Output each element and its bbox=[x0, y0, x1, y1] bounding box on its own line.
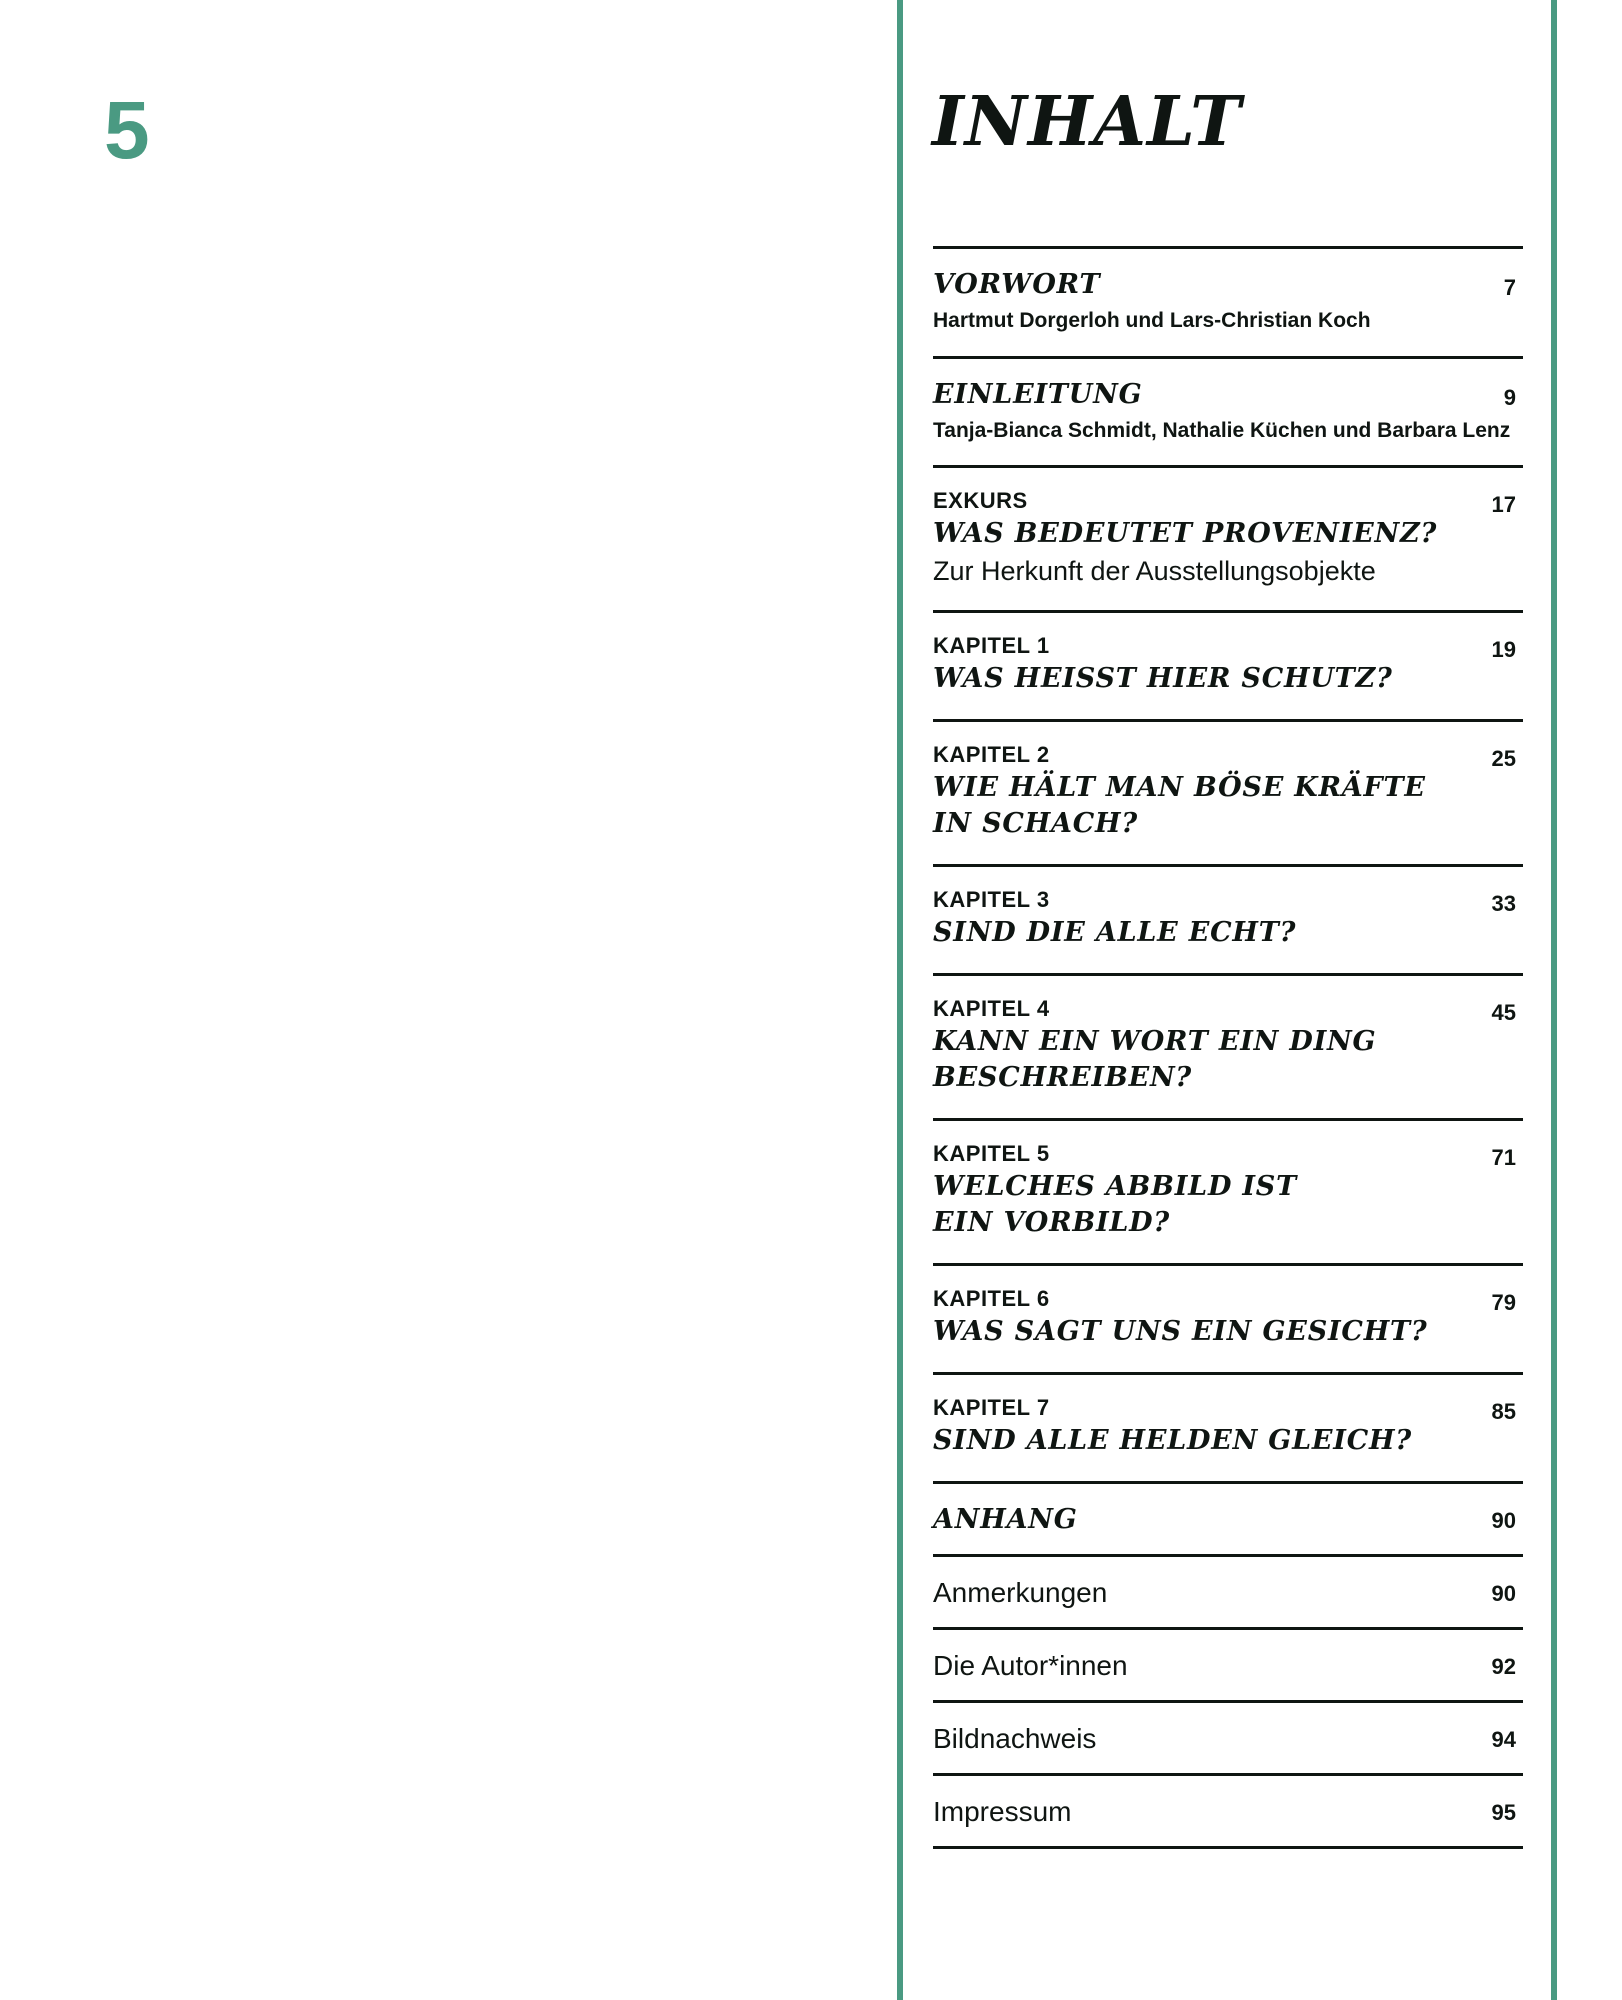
toc-entry-impressum[interactable] bbox=[933, 1776, 1523, 1849]
toc-entry-page-number: 9 bbox=[1503, 385, 1516, 410]
toc-entry-autorinnen[interactable] bbox=[933, 1630, 1523, 1703]
toc-entry-heading: WELCHES ABBILD IST EIN VORBILD? bbox=[933, 1171, 1298, 1238]
toc-entry-page-number: 25 bbox=[1491, 746, 1516, 771]
toc-entry-kapitel-7[interactable] bbox=[933, 1375, 1523, 1484]
toc-entry-page-number: 71 bbox=[1491, 1145, 1516, 1170]
toc-entry-kicker: KAPITEL 5 bbox=[933, 1141, 1050, 1166]
toc-title: INHALT bbox=[932, 82, 1242, 162]
toc-entry-page-number: 92 bbox=[1491, 1654, 1516, 1679]
toc-entry-subtitle: Zur Herkunft der Ausstellungsobjekte bbox=[933, 556, 1376, 586]
toc-entry-kapitel-2[interactable] bbox=[933, 722, 1523, 867]
toc-entry-heading: KANN EIN WORT EIN DING BESCHREIBEN? bbox=[933, 1026, 1377, 1093]
toc-entry-kapitel-5[interactable] bbox=[933, 1121, 1523, 1266]
toc-entry-kicker: KAPITEL 6 bbox=[933, 1286, 1050, 1311]
toc-entry-einleitung[interactable] bbox=[933, 359, 1523, 468]
toc-entry-page-number: 17 bbox=[1491, 492, 1516, 517]
toc-entry-anhang[interactable] bbox=[933, 1484, 1523, 1557]
toc-entry-vorwort[interactable] bbox=[933, 249, 1523, 359]
toc-entry-page-number: 90 bbox=[1491, 1581, 1516, 1606]
toc-entry-heading: SIND DIE ALLE ECHT? bbox=[933, 917, 1297, 948]
table-of-contents bbox=[933, 246, 1523, 1849]
toc-entry-kicker: KAPITEL 4 bbox=[933, 996, 1050, 1021]
toc-entry-page-number: 7 bbox=[1503, 275, 1516, 300]
toc-entry-heading: ANHANG bbox=[933, 1504, 1078, 1535]
toc-entry-heading: SIND ALLE HELDEN GLEICH? bbox=[933, 1425, 1412, 1456]
toc-entry-kicker: EXKURS bbox=[933, 488, 1028, 513]
toc-entry-kapitel-3[interactable] bbox=[933, 867, 1523, 976]
toc-entry-exkurs[interactable] bbox=[933, 468, 1523, 613]
toc-entry-label: Impressum bbox=[933, 1796, 1072, 1827]
toc-panel bbox=[897, 0, 1557, 2000]
page-number: 5 bbox=[104, 85, 150, 176]
toc-entry-page-number: 94 bbox=[1491, 1727, 1516, 1752]
toc-entry-kicker: KAPITEL 3 bbox=[933, 887, 1050, 912]
toc-entry-authors: Tanja-Bianca Schmidt, Nathalie Küchen und Barbara Lenz bbox=[933, 419, 1511, 442]
toc-entry-label: Anmerkungen bbox=[933, 1577, 1108, 1608]
toc-entry-page-number: 19 bbox=[1491, 637, 1516, 662]
toc-entry-page-number: 90 bbox=[1491, 1508, 1516, 1533]
toc-entry-kicker: KAPITEL 1 bbox=[933, 633, 1050, 658]
toc-entry-anmerkungen[interactable] bbox=[933, 1557, 1523, 1630]
toc-entry-kapitel-1[interactable] bbox=[933, 613, 1523, 722]
toc-entry-page-number: 85 bbox=[1491, 1399, 1516, 1424]
toc-entry-page-number: 45 bbox=[1491, 1000, 1516, 1025]
toc-entry-bildnachweis[interactable] bbox=[933, 1703, 1523, 1776]
toc-entry-kicker: KAPITEL 7 bbox=[933, 1395, 1050, 1420]
toc-entry-heading: EINLEITUNG bbox=[933, 379, 1143, 410]
toc-entry-kapitel-4[interactable] bbox=[933, 976, 1523, 1121]
toc-entry-kicker: KAPITEL 2 bbox=[933, 742, 1050, 767]
toc-entry-label: Bildnachweis bbox=[933, 1723, 1097, 1754]
toc-entry-heading: WAS HEISST HIER SCHUTZ? bbox=[933, 663, 1393, 694]
toc-entry-page-number: 33 bbox=[1491, 891, 1516, 916]
toc-entry-authors: Hartmut Dorgerloh und Lars-Christian Koch bbox=[933, 309, 1371, 332]
toc-entry-heading: WIE HÄLT MAN BÖSE KRÄFTE IN SCHACH? bbox=[933, 772, 1426, 839]
toc-entry-page-number: 95 bbox=[1491, 1800, 1516, 1825]
toc-entry-heading: VORWORT bbox=[933, 269, 1101, 300]
toc-entry-page-number: 79 bbox=[1491, 1290, 1516, 1315]
toc-entry-heading: WAS BEDEUTET PROVENIENZ? bbox=[933, 518, 1438, 549]
toc-entry-label: Die Autor*innen bbox=[933, 1650, 1128, 1681]
toc-entry-kapitel-6[interactable] bbox=[933, 1266, 1523, 1375]
toc-entry-heading: WAS SAGT UNS EIN GESICHT? bbox=[933, 1316, 1428, 1347]
